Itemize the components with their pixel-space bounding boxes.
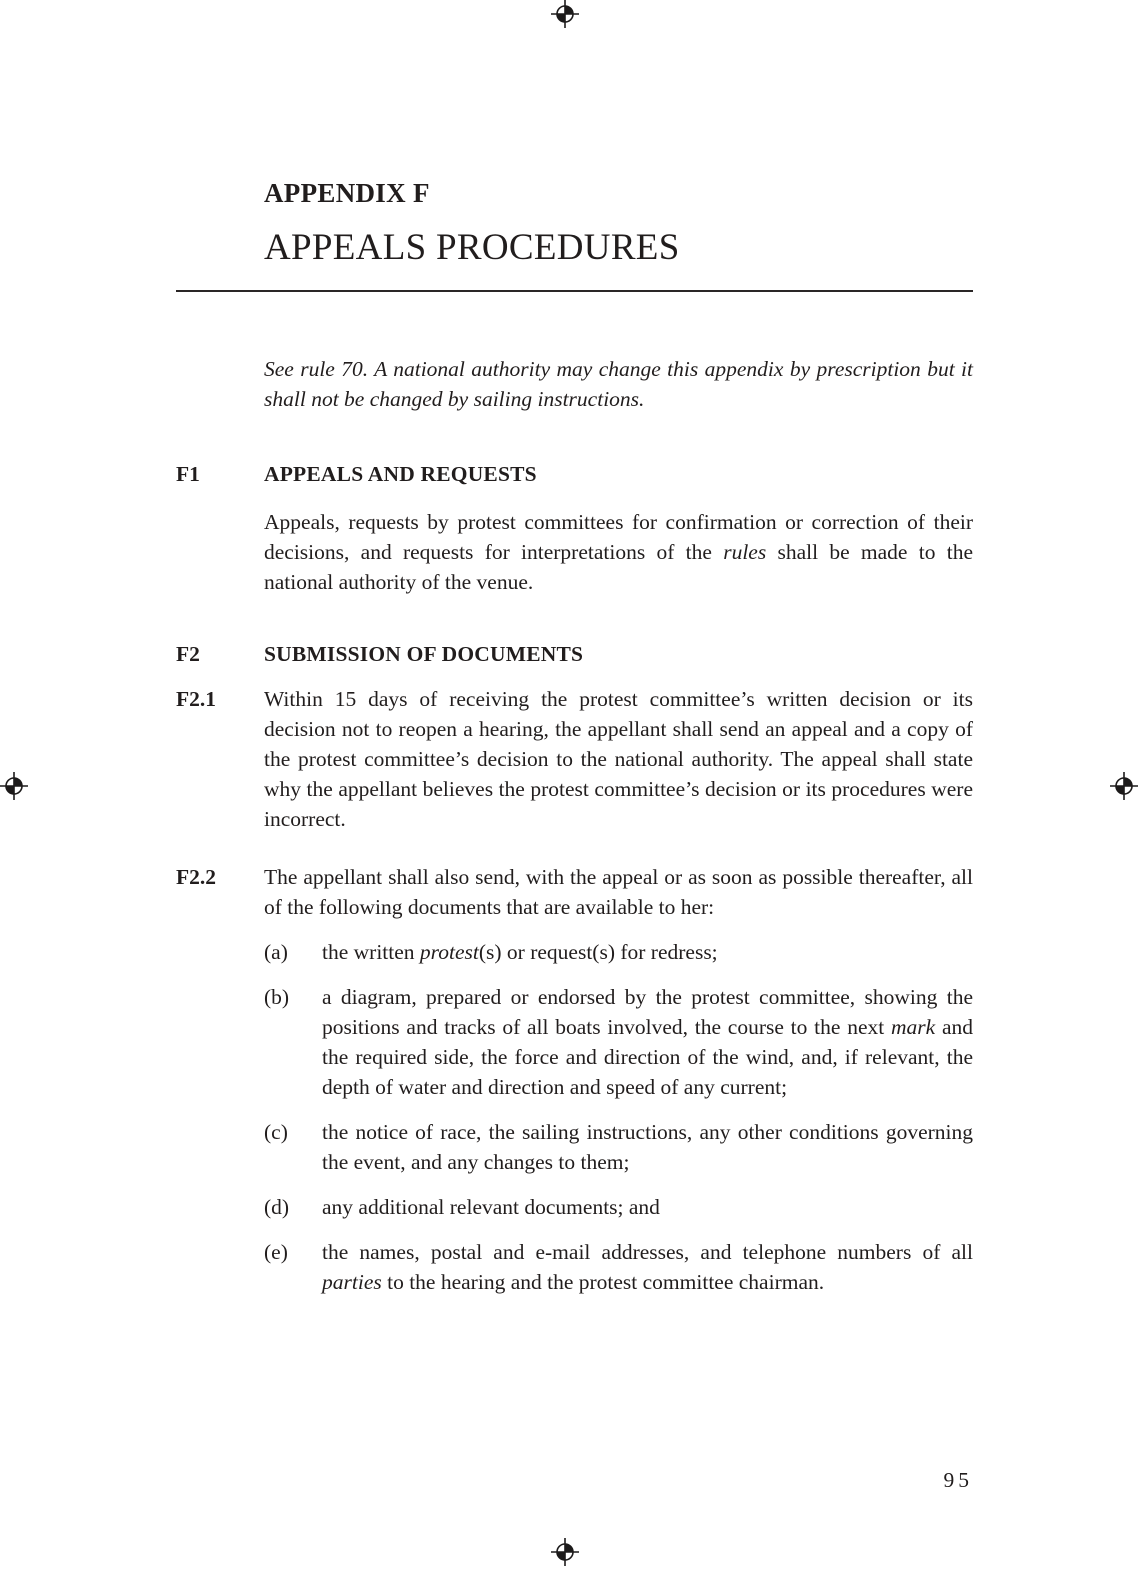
section-number-f2: F2 bbox=[176, 642, 200, 666]
section-f2-1 bbox=[176, 684, 973, 834]
list-item-label: (c) bbox=[264, 1120, 288, 1144]
item-text-part: and the required side, the force and direction of the wind, and, if relevant, the depth of water and direction and speed of any current; bbox=[322, 1015, 973, 1099]
list-item-label: (a) bbox=[264, 940, 288, 964]
f1-term-rules: rules bbox=[723, 540, 767, 564]
appendix-label: APPENDIX F bbox=[264, 178, 430, 208]
list-item-c bbox=[264, 1117, 973, 1177]
page-number: 95 bbox=[943, 1468, 973, 1492]
section-f2-1-body bbox=[264, 684, 973, 834]
section-f2-1-paragraph: Within 15 days of receiving the protest committee’s written decision or its decision not to reopen a hearing, the appellant shall send an appeal and a copy of the protest committee’s decision to the national authority. The appeal shall state why the appellant believes the protest committee’s decision or its procedures were incorrect. bbox=[264, 687, 973, 831]
page-content bbox=[176, 0, 973, 1297]
section-f2-2-body bbox=[264, 862, 973, 1297]
section-f2-body bbox=[264, 639, 973, 669]
item-term-protest: protest bbox=[419, 940, 479, 964]
section-number-f2-2: F2.2 bbox=[176, 865, 217, 889]
item-term-parties: parties bbox=[322, 1270, 382, 1294]
f1-text-part: Appeals, requests by protest committees for confirmation or correction of their decisions, and requests for interpretations of the bbox=[264, 510, 973, 564]
page-title: APPEALS PROCEDURES bbox=[264, 227, 680, 268]
list-item-text bbox=[322, 1237, 973, 1297]
list-item-text bbox=[322, 937, 973, 967]
item-text-part: a diagram, prepared or endorsed by the protest committee, showing the positions and tracks of all boats involved, the course to the next bbox=[322, 985, 973, 1039]
registration-mark-bottom bbox=[551, 1538, 579, 1566]
preamble-text: See rule 70. A national authority may change this appendix by prescription but it shall not be changed by sailing instructions. bbox=[264, 357, 973, 411]
list-item-label: (d) bbox=[264, 1195, 290, 1219]
list-item-e bbox=[264, 1237, 973, 1297]
list-item-label: (b) bbox=[264, 985, 290, 1009]
list-item-d bbox=[264, 1192, 973, 1222]
section-f2-2 bbox=[176, 862, 973, 1297]
registration-target-icon bbox=[1110, 772, 1138, 800]
list-item-text bbox=[322, 1192, 973, 1222]
section-f1 bbox=[176, 459, 973, 597]
registration-target-icon bbox=[551, 1538, 579, 1566]
list-item-b bbox=[264, 982, 973, 1102]
list-item-text bbox=[322, 1117, 973, 1177]
registration-mark-left bbox=[0, 772, 28, 800]
section-f2 bbox=[176, 639, 973, 669]
section-f2-2-intro: The appellant shall also send, with the appeal or as soon as possible thereafter, all of the following documents that are available to her: bbox=[264, 865, 973, 919]
section-f1-paragraph bbox=[264, 507, 973, 597]
item-text-part: the names, postal and e-mail addresses, and telephone numbers of all bbox=[322, 1240, 973, 1264]
item-text-part: (s) or request(s) for redress; bbox=[478, 940, 718, 964]
item-text-part: any additional relevant documents; and bbox=[322, 1195, 660, 1219]
section-f1-body bbox=[264, 459, 973, 597]
registration-target-icon bbox=[0, 772, 28, 800]
item-text-part: to the hearing and the protest committee chairman. bbox=[381, 1270, 825, 1294]
list-item-text bbox=[322, 982, 973, 1102]
item-text-part: the notice of race, the sailing instructions, any other conditions governing the event, and any changes to them; bbox=[322, 1120, 973, 1174]
section-heading-f1: APPEALS AND REQUESTS bbox=[264, 462, 537, 486]
item-text-part: the written bbox=[322, 940, 420, 964]
section-number-f1: F1 bbox=[176, 462, 200, 486]
title-rule bbox=[176, 290, 973, 292]
registration-mark-right bbox=[1110, 772, 1138, 800]
f1-text-part: shall be made to the national authority of the venue. bbox=[264, 540, 973, 594]
list-item-a bbox=[264, 937, 973, 967]
section-number-f2-1: F2.1 bbox=[176, 687, 217, 711]
list-item-label: (e) bbox=[264, 1240, 288, 1264]
item-term-mark: mark bbox=[891, 1015, 936, 1039]
section-heading-f2: SUBMISSION OF DOCUMENTS bbox=[264, 642, 584, 666]
